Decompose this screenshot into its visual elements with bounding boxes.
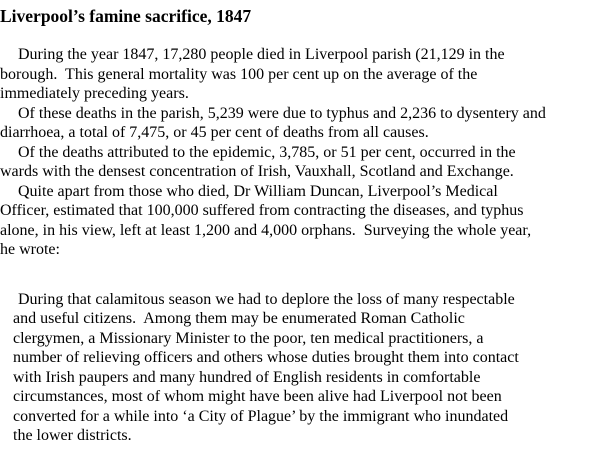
paragraph-duncan-estimate — [0, 182, 603, 260]
text-line: he wrote: — [0, 241, 60, 258]
block-quote-duncan — [13, 290, 603, 446]
text-line: During the year 1847, 17,280 people died in Liverpool parish (21,129 in the — [18, 46, 505, 63]
paragraph-mortality-overview — [0, 45, 603, 104]
text-line: and useful citizens. Among them may be enumerated Roman Catholic — [13, 310, 465, 327]
paragraph-typhus-dysentery — [0, 104, 603, 143]
text-line: circumstances, most of whom might have been alive had Liverpool not been — [13, 388, 502, 405]
text-line: converted for a while into ‘a City of Plague’ by the immigrant who inundated — [13, 407, 509, 425]
text-line: diarrhoea, a total of 7,475, or 45 per cent of deaths from all causes. — [0, 124, 429, 141]
text-line: alone, in his view, left at least 1,200 and 4,000 orphans. Surveying the whole year, — [0, 221, 532, 239]
document-title: Liverpool’s famine sacrifice, 1847 — [0, 6, 252, 26]
text-line: Of the deaths attributed to the epidemic, 3,785, or 51 per cent, occurred in the — [18, 143, 516, 161]
text-line: wards with the densest concentration of Irish, Vauxhall, Scotland and Exchange. — [0, 163, 514, 180]
text-line: number of relieving officers and others whose duties brought them into contact — [13, 349, 519, 366]
text-line: Of these deaths in the parish, 5,239 were due to typhus and 2,236 to dysentery and — [18, 104, 546, 122]
text-line: clergymen, a Missionary Minister to the poor, ten medical practitioners, a — [13, 329, 484, 347]
text-line: immediately preceding years. — [0, 85, 189, 102]
paragraph-epidemic-wards — [0, 143, 603, 182]
text-line: with Irish paupers and many hundred of English residents in comfortable — [13, 368, 481, 386]
text-line: borough. This general mortality was 100 per cent up on the average of the — [0, 65, 478, 83]
text-line: Quite apart from those who died, Dr William Duncan, Liverpool’s Medical — [18, 182, 498, 200]
text-line: During that calamitous season we had to deplore the loss of many respectable — [18, 290, 515, 308]
text-line: Officer, estimated that 100,000 suffered from contracting the diseases, and typhus — [0, 202, 524, 219]
text-line: the lower districts. — [13, 427, 132, 444]
